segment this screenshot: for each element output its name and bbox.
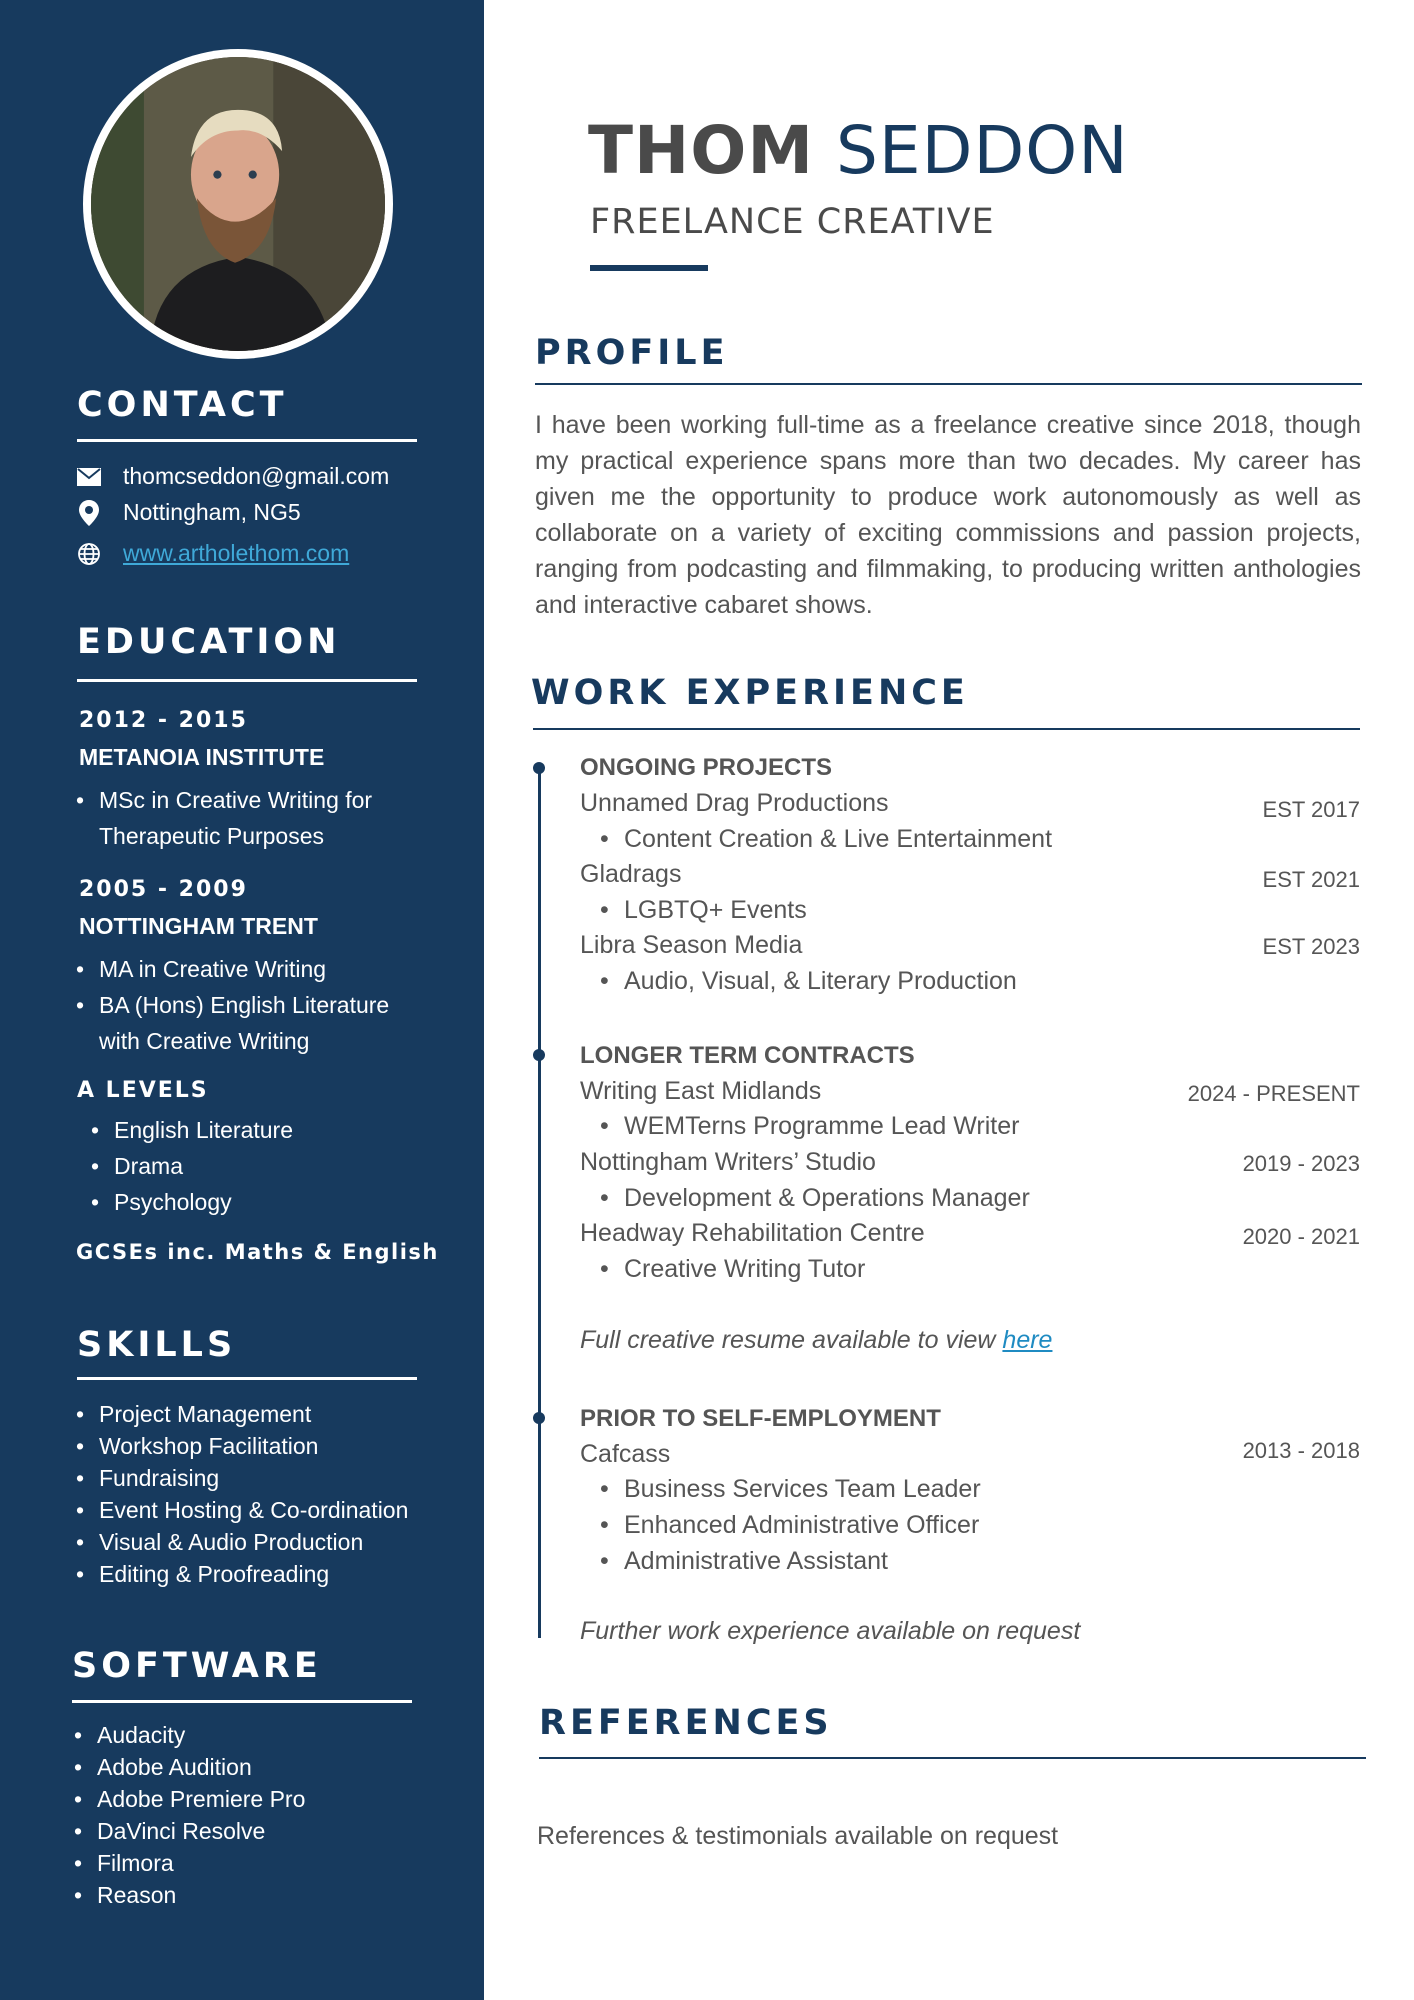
work-experience-divider (533, 728, 1360, 730)
list-item: • Editing & Proofreading (99, 1558, 408, 1590)
contact-divider (77, 439, 417, 442)
job-date: EST 2017 (1262, 797, 1360, 822)
timeline-line (538, 766, 541, 1638)
references-heading: REFERENCES (539, 1703, 833, 1743)
job-date: 2013 - 2018 (1242, 1438, 1360, 1463)
job-name: Libra Season Media (580, 931, 803, 959)
prior-employment-heading: PRIOR TO SELF-EMPLOYMENT (580, 1405, 941, 1432)
job-role: • Enhanced Administrative Officer (624, 1511, 979, 1540)
profile-text: I have been working full-time as a freelance creative since 2018, though my practical experience spans more than two decades. My career has given me the opportunity to produce work autonomously as well as collaborate on a variety of exciting commissions and passion projects, ranging from podcasting and filmmaking, to producing written anthologies and interactive cabaret shows. (535, 411, 1361, 619)
job-name: Headway Rehabilitation Centre (580, 1219, 925, 1247)
job-date: EST 2021 (1262, 867, 1360, 892)
profile-heading: PROFILE (535, 333, 729, 373)
timeline-dot (533, 1049, 545, 1061)
software-heading: SOFTWARE (72, 1646, 322, 1686)
contact-location: Nottingham, NG5 (123, 499, 301, 525)
list-item: • BA (Hons) English Literature (99, 987, 389, 1023)
job-date: 2024 - PRESENT (1187, 1081, 1360, 1106)
job-date: 2020 - 2021 (1242, 1224, 1360, 1249)
job-title: FREELANCE CREATIVE (590, 202, 995, 242)
title-accent-bar (590, 265, 708, 271)
list-item: • Visual & Audio Production (99, 1526, 408, 1558)
first-name: THOM (588, 112, 815, 189)
timeline-dot (533, 762, 545, 774)
education-years-1: 2012 - 2015 (79, 708, 248, 733)
list-item: • Reason (97, 1879, 305, 1911)
education-school-2: NOTTINGHAM TRENT (79, 913, 318, 939)
last-name: SEDDON (836, 112, 1129, 189)
list-item: with Creative Writing (99, 1028, 310, 1054)
skills-heading: SKILLS (77, 1325, 237, 1365)
map-pin-icon (77, 501, 101, 525)
envelope-icon (77, 465, 101, 489)
website-link[interactable]: www.artholethom.com (123, 540, 350, 566)
gcses-label: GCSEs inc. Maths & English (76, 1240, 439, 1264)
education-years-2: 2005 - 2009 (79, 877, 248, 902)
job-role: • LGBTQ+ Events (624, 896, 807, 925)
job-name: Unnamed Drag Productions (580, 789, 889, 817)
a-levels-list (114, 1112, 293, 1220)
job-role: • Business Services Team Leader (624, 1475, 981, 1504)
list-item: • Workshop Facilitation (99, 1430, 408, 1462)
job-date: 2019 - 2023 (1242, 1151, 1360, 1176)
further-work-note: Further work experience available on request (580, 1617, 1081, 1645)
work-experience-heading: WORK EXPERIENCE (531, 673, 969, 713)
education-list-1 (99, 782, 372, 854)
list-item: • Filmora (97, 1847, 305, 1879)
contact-location-row (77, 499, 301, 526)
list-item: • DaVinci Resolve (97, 1815, 305, 1847)
references-text: References & testimonials available on request (537, 1822, 1059, 1850)
contact-website-row (77, 540, 349, 567)
software-divider (72, 1700, 412, 1703)
list-item: • Adobe Premiere Pro (97, 1783, 305, 1815)
list-item: • Adobe Audition (97, 1751, 305, 1783)
list-item: • MSc in Creative Writing for (99, 782, 372, 818)
education-divider (77, 679, 417, 682)
list-item: • English Literature (114, 1112, 293, 1148)
list-item: • Audacity (97, 1719, 305, 1751)
contact-email[interactable]: thomcseddon@gmail.com (123, 463, 390, 489)
list-item: Therapeutic Purposes (99, 823, 325, 849)
job-name: Nottingham Writers’ Studio (580, 1148, 876, 1176)
list-item: • Fundraising (99, 1462, 408, 1494)
profile-divider (535, 383, 1362, 385)
job-date: EST 2023 (1262, 934, 1360, 959)
contracts-heading: LONGER TERM CONTRACTS (580, 1042, 915, 1069)
contact-email-row (77, 463, 389, 490)
education-list-2 (99, 951, 389, 1059)
list-item: • Psychology (114, 1184, 293, 1220)
sidebar (0, 0, 484, 2000)
skills-list (99, 1398, 408, 1590)
job-role: • Development & Operations Manager (624, 1184, 1030, 1213)
skills-divider (77, 1377, 417, 1380)
contact-heading: CONTACT (77, 385, 288, 425)
a-levels-heading: A LEVELS (77, 1078, 209, 1103)
list-item: • Event Hosting & Co-ordination (99, 1494, 408, 1526)
list-item: • Project Management (99, 1398, 408, 1430)
timeline-dot (533, 1412, 545, 1424)
job-role: • Creative Writing Tutor (624, 1255, 865, 1284)
references-divider (539, 1757, 1366, 1759)
page-title (588, 112, 1129, 189)
list-item: • Drama (114, 1148, 293, 1184)
job-role: • Administrative Assistant (624, 1547, 888, 1576)
globe-icon (77, 542, 101, 566)
job-role: • Audio, Visual, & Literary Production (624, 967, 1017, 996)
resume-note (580, 1326, 1052, 1355)
avatar (83, 49, 393, 359)
job-name: Cafcass (580, 1440, 671, 1468)
job-role: • WEMTerns Programme Lead Writer (624, 1112, 1019, 1141)
job-name: Writing East Midlands (580, 1077, 822, 1105)
education-heading: EDUCATION (77, 622, 341, 662)
job-name: Gladrags (580, 860, 682, 888)
list-item: • MA in Creative Writing (99, 951, 389, 987)
software-list (97, 1719, 305, 1911)
resume-link[interactable]: here (1002, 1326, 1053, 1354)
job-role: • Content Creation & Live Entertainment (624, 825, 1052, 854)
ongoing-projects-heading: ONGOING PROJECTS (580, 754, 833, 781)
education-school-1: METANOIA INSTITUTE (79, 744, 325, 770)
resume-note-text: Full creative resume available to view (580, 1326, 996, 1354)
profile-photo (91, 57, 385, 351)
